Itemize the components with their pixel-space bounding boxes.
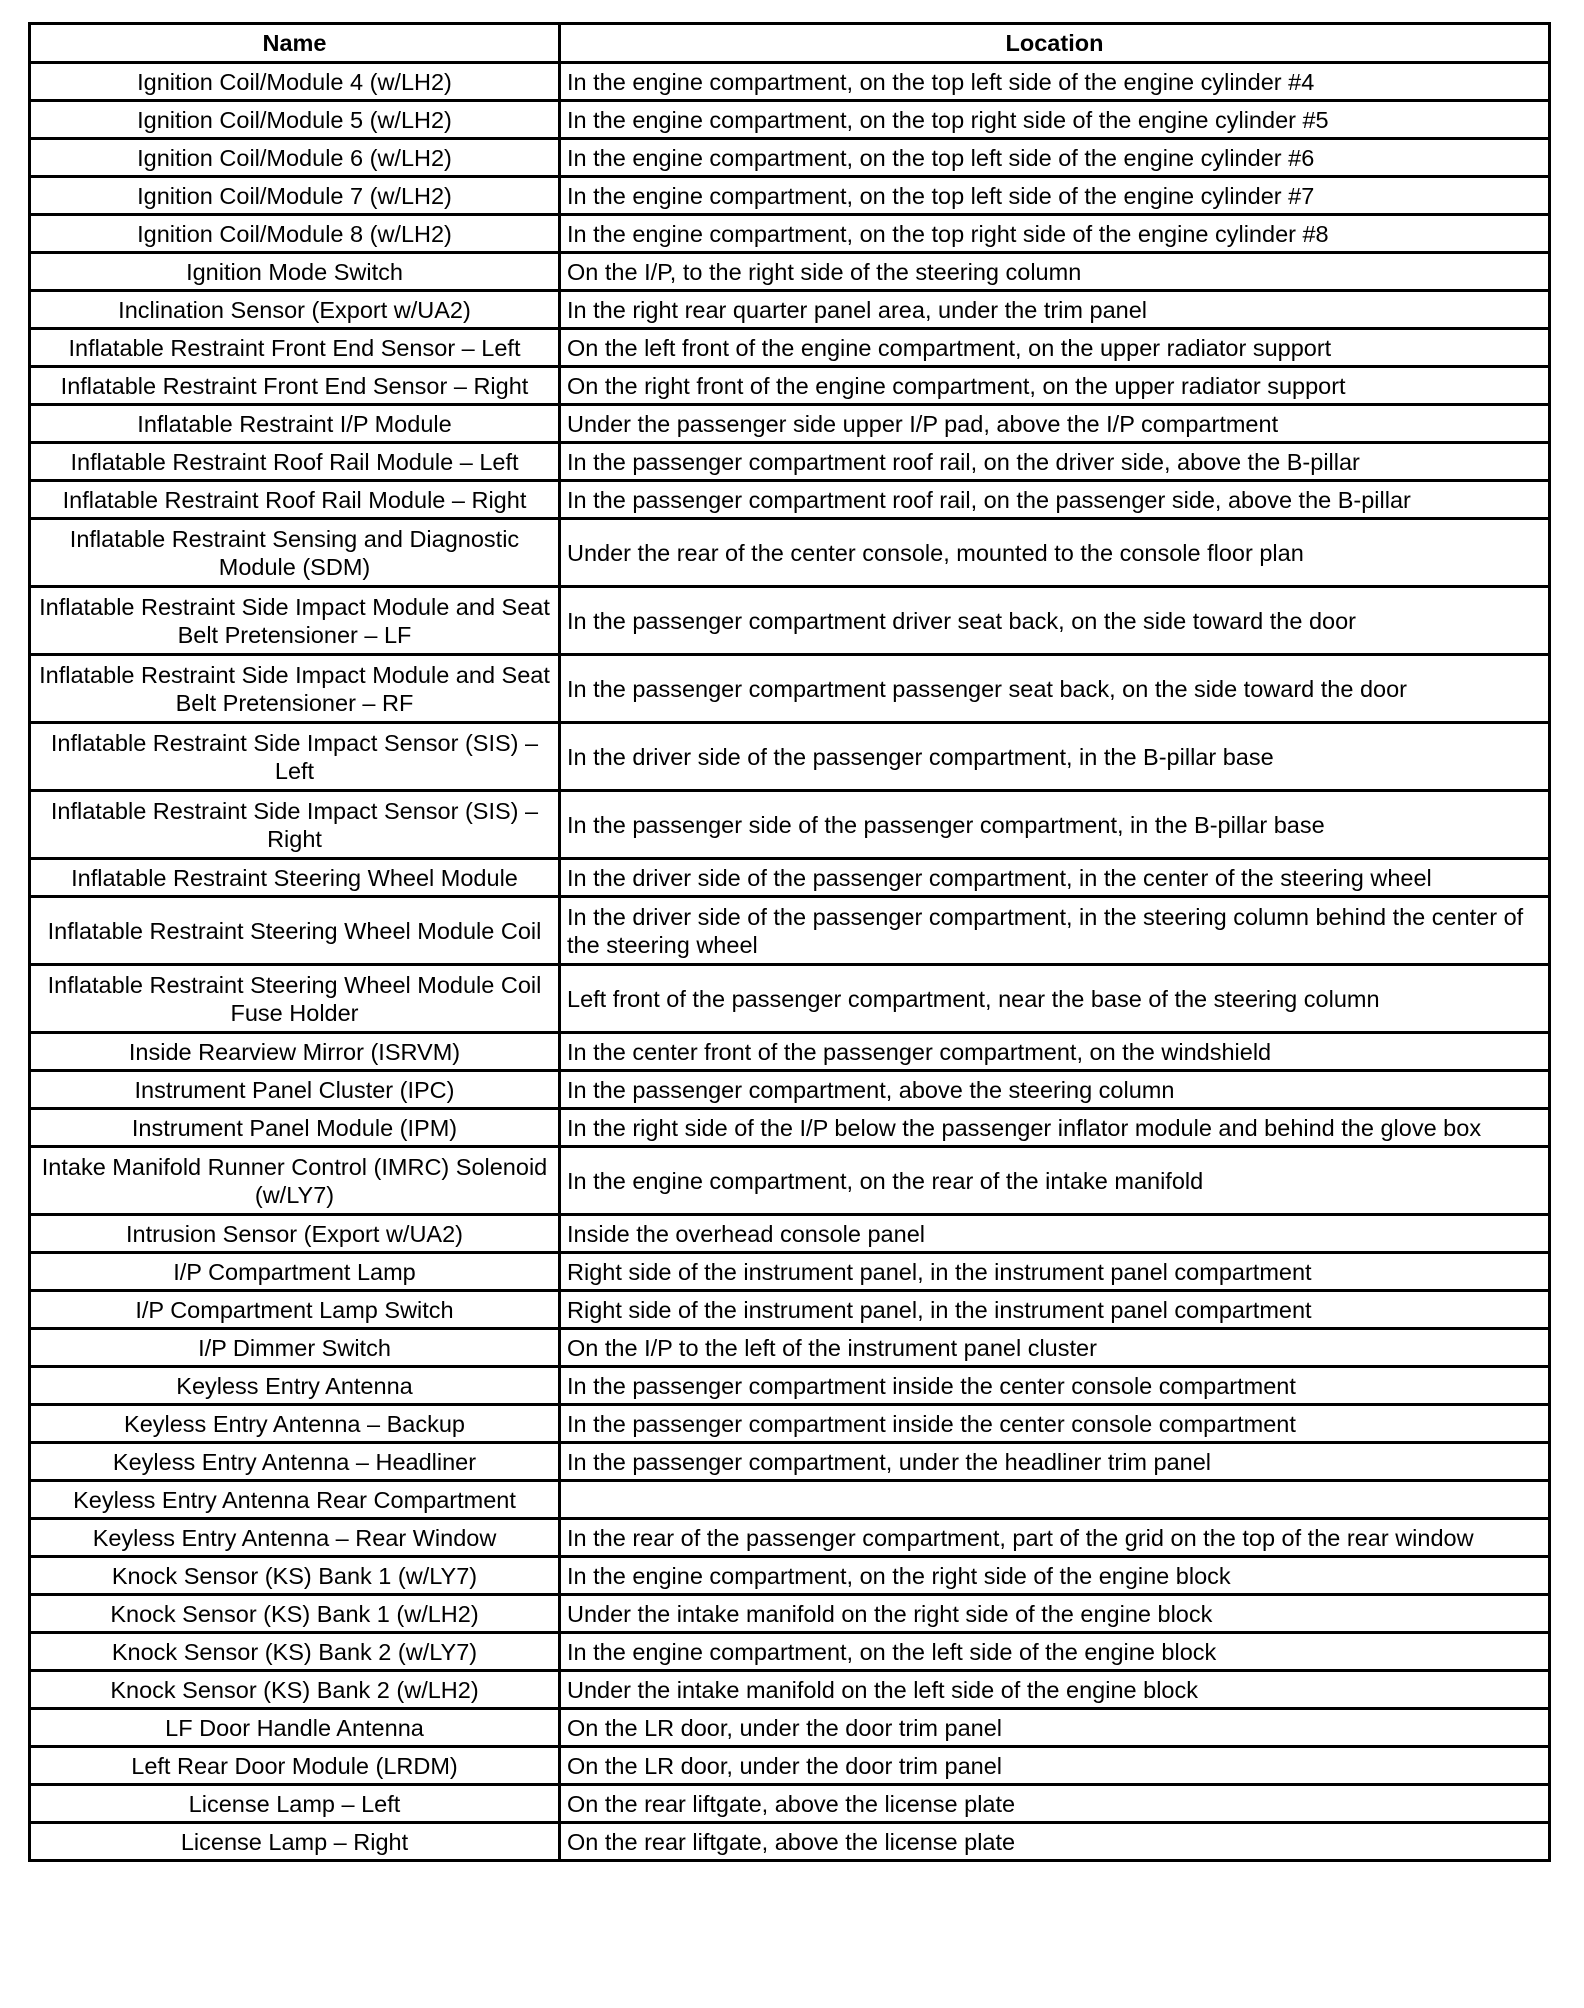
table-row — [30, 1215, 1550, 1253]
name-column-header: Name — [30, 24, 560, 63]
table-row — [30, 1033, 1550, 1071]
location-column-header: Location — [560, 24, 1550, 63]
component-name: I/P Dimmer Switch — [30, 1329, 560, 1367]
component-location: On the LR door, under the door trim panel — [560, 1747, 1550, 1785]
table-row — [30, 1109, 1550, 1147]
component-name: Inflatable Restraint Steering Wheel Module — [30, 859, 560, 897]
component-location: In the driver side of the passenger compartment, in the center of the steering wheel — [560, 859, 1550, 897]
component-location: Left front of the passenger compartment, near the base of the steering column — [560, 965, 1550, 1033]
component-name: Knock Sensor (KS) Bank 1 (w/LY7) — [30, 1557, 560, 1595]
component-name: Intake Manifold Runner Control (IMRC) Solenoid (w/LY7) — [30, 1147, 560, 1215]
component-name: Inflatable Restraint I/P Module — [30, 405, 560, 443]
table-row — [30, 1747, 1550, 1785]
table-row — [30, 1671, 1550, 1709]
table-row — [30, 1481, 1550, 1519]
component-location: In the right side of the I/P below the passenger inflator module and behind the glove box — [560, 1109, 1550, 1147]
component-location: In the passenger compartment inside the center console compartment — [560, 1367, 1550, 1405]
component-location: In the passenger compartment driver seat back, on the side toward the door — [560, 587, 1550, 655]
component-name: Inflatable Restraint Sensing and Diagnostic Module (SDM) — [30, 519, 560, 587]
table-row — [30, 791, 1550, 859]
component-name: Keyless Entry Antenna – Headliner — [30, 1443, 560, 1481]
table-row — [30, 177, 1550, 215]
component-location: On the right front of the engine compartment, on the upper radiator support — [560, 367, 1550, 405]
component-location: In the engine compartment, on the top right side of the engine cylinder #5 — [560, 101, 1550, 139]
component-name: Inside Rearview Mirror (ISRVM) — [30, 1033, 560, 1071]
table-row — [30, 1595, 1550, 1633]
table-row — [30, 1785, 1550, 1823]
component-name: Inflatable Restraint Side Impact Module and Seat Belt Pretensioner – RF — [30, 655, 560, 723]
component-location: In the passenger compartment, above the steering column — [560, 1071, 1550, 1109]
component-name: Knock Sensor (KS) Bank 1 (w/LH2) — [30, 1595, 560, 1633]
component-location: In the passenger side of the passenger compartment, in the B-pillar base — [560, 791, 1550, 859]
table-row — [30, 519, 1550, 587]
component-location: In the center front of the passenger compartment, on the windshield — [560, 1033, 1550, 1071]
component-location — [560, 1481, 1550, 1519]
component-name: Ignition Coil/Module 4 (w/LH2) — [30, 63, 560, 101]
component-location: On the rear liftgate, above the license plate — [560, 1785, 1550, 1823]
table-row — [30, 587, 1550, 655]
component-name: License Lamp – Left — [30, 1785, 560, 1823]
component-name: Ignition Coil/Module 6 (w/LH2) — [30, 139, 560, 177]
component-location: Under the intake manifold on the left side of the engine block — [560, 1671, 1550, 1709]
table-body — [30, 63, 1550, 1861]
table-row — [30, 723, 1550, 791]
component-location: In the passenger compartment inside the center console compartment — [560, 1405, 1550, 1443]
component-location: In the passenger compartment roof rail, on the passenger side, above the B-pillar — [560, 481, 1550, 519]
component-location: In the driver side of the passenger compartment, in the steering column behind the center of the steering wheel — [560, 897, 1550, 965]
component-location: On the I/P, to the right side of the steering column — [560, 253, 1550, 291]
table-row — [30, 1557, 1550, 1595]
table-row — [30, 897, 1550, 965]
table-header-row — [30, 24, 1550, 63]
component-name: Ignition Mode Switch — [30, 253, 560, 291]
component-name: Ignition Coil/Module 7 (w/LH2) — [30, 177, 560, 215]
table-row — [30, 139, 1550, 177]
table-row — [30, 1367, 1550, 1405]
component-name: Left Rear Door Module (LRDM) — [30, 1747, 560, 1785]
table-row — [30, 1633, 1550, 1671]
component-location: In the rear of the passenger compartment, part of the grid on the top of the rear window — [560, 1519, 1550, 1557]
component-name: Inclination Sensor (Export w/UA2) — [30, 291, 560, 329]
component-name: Instrument Panel Cluster (IPC) — [30, 1071, 560, 1109]
table-row — [30, 1709, 1550, 1747]
table-row — [30, 1071, 1550, 1109]
table-row — [30, 1253, 1550, 1291]
component-location: On the rear liftgate, above the license plate — [560, 1823, 1550, 1861]
component-location-table — [28, 22, 1551, 1862]
component-name: Inflatable Restraint Side Impact Sensor (SIS) – Right — [30, 791, 560, 859]
component-name: I/P Compartment Lamp Switch — [30, 1291, 560, 1329]
component-location: On the I/P to the left of the instrument panel cluster — [560, 1329, 1550, 1367]
table-row — [30, 63, 1550, 101]
table-row — [30, 367, 1550, 405]
component-name: I/P Compartment Lamp — [30, 1253, 560, 1291]
table-row — [30, 1519, 1550, 1557]
component-location: In the driver side of the passenger compartment, in the B-pillar base — [560, 723, 1550, 791]
table-row — [30, 1329, 1550, 1367]
component-name: Inflatable Restraint Front End Sensor – Left — [30, 329, 560, 367]
table-row — [30, 215, 1550, 253]
table-row — [30, 1823, 1550, 1861]
table-row — [30, 291, 1550, 329]
component-name: Keyless Entry Antenna – Rear Window — [30, 1519, 560, 1557]
component-location: In the engine compartment, on the rear of the intake manifold — [560, 1147, 1550, 1215]
component-location: Right side of the instrument panel, in the instrument panel compartment — [560, 1253, 1550, 1291]
component-location: In the passenger compartment roof rail, on the driver side, above the B-pillar — [560, 443, 1550, 481]
component-location: Under the rear of the center console, mounted to the console floor plan — [560, 519, 1550, 587]
component-name: Knock Sensor (KS) Bank 2 (w/LH2) — [30, 1671, 560, 1709]
table-row — [30, 405, 1550, 443]
component-name: Inflatable Restraint Front End Sensor – Right — [30, 367, 560, 405]
component-location: Under the passenger side upper I/P pad, above the I/P compartment — [560, 405, 1550, 443]
table-row — [30, 443, 1550, 481]
component-name: Inflatable Restraint Side Impact Module and Seat Belt Pretensioner – LF — [30, 587, 560, 655]
component-location: In the passenger compartment passenger seat back, on the side toward the door — [560, 655, 1550, 723]
component-name: Knock Sensor (KS) Bank 2 (w/LY7) — [30, 1633, 560, 1671]
component-name: LF Door Handle Antenna — [30, 1709, 560, 1747]
component-name: Intrusion Sensor (Export w/UA2) — [30, 1215, 560, 1253]
component-location: In the engine compartment, on the top left side of the engine cylinder #4 — [560, 63, 1550, 101]
component-name: Inflatable Restraint Steering Wheel Module Coil Fuse Holder — [30, 965, 560, 1033]
table-row — [30, 1443, 1550, 1481]
component-name: Ignition Coil/Module 5 (w/LH2) — [30, 101, 560, 139]
component-name: Inflatable Restraint Steering Wheel Module Coil — [30, 897, 560, 965]
component-name: Inflatable Restraint Roof Rail Module – Right — [30, 481, 560, 519]
component-location: In the passenger compartment, under the headliner trim panel — [560, 1443, 1550, 1481]
table-row — [30, 859, 1550, 897]
table-row — [30, 253, 1550, 291]
component-location: On the LR door, under the door trim panel — [560, 1709, 1550, 1747]
table-row — [30, 1147, 1550, 1215]
table-row — [30, 1291, 1550, 1329]
component-location: In the engine compartment, on the top right side of the engine cylinder #8 — [560, 215, 1550, 253]
component-location: In the right rear quarter panel area, under the trim panel — [560, 291, 1550, 329]
table-row — [30, 965, 1550, 1033]
component-name: Inflatable Restraint Side Impact Sensor (SIS) – Left — [30, 723, 560, 791]
component-location: In the engine compartment, on the left side of the engine block — [560, 1633, 1550, 1671]
component-name: Instrument Panel Module (IPM) — [30, 1109, 560, 1147]
component-location: In the engine compartment, on the top left side of the engine cylinder #6 — [560, 139, 1550, 177]
component-name: Keyless Entry Antenna — [30, 1367, 560, 1405]
component-location: In the engine compartment, on the top left side of the engine cylinder #7 — [560, 177, 1550, 215]
table-row — [30, 481, 1550, 519]
component-location: Right side of the instrument panel, in the instrument panel compartment — [560, 1291, 1550, 1329]
component-name: Keyless Entry Antenna – Backup — [30, 1405, 560, 1443]
table-row — [30, 101, 1550, 139]
component-name: Keyless Entry Antenna Rear Compartment — [30, 1481, 560, 1519]
table-row — [30, 655, 1550, 723]
component-location: On the left front of the engine compartment, on the upper radiator support — [560, 329, 1550, 367]
table-row — [30, 1405, 1550, 1443]
component-name: License Lamp – Right — [30, 1823, 560, 1861]
component-name: Inflatable Restraint Roof Rail Module – Left — [30, 443, 560, 481]
component-location: Inside the overhead console panel — [560, 1215, 1550, 1253]
table-row — [30, 329, 1550, 367]
component-location: In the engine compartment, on the right side of the engine block — [560, 1557, 1550, 1595]
component-location: Under the intake manifold on the right side of the engine block — [560, 1595, 1550, 1633]
component-name: Ignition Coil/Module 8 (w/LH2) — [30, 215, 560, 253]
